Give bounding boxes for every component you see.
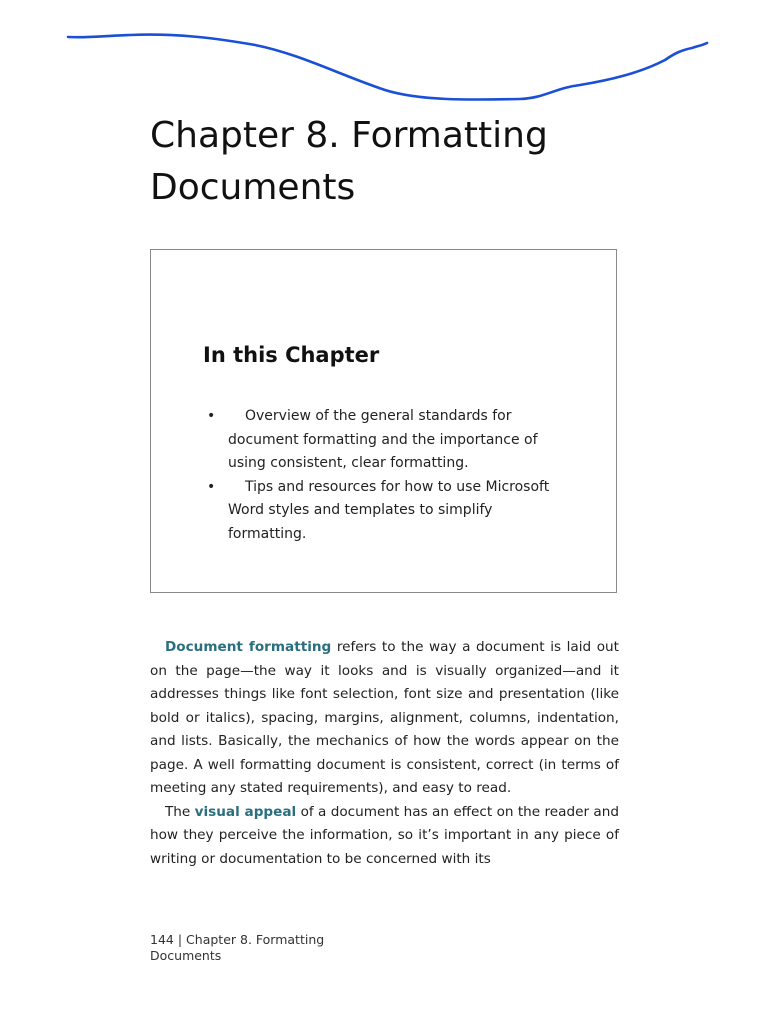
paragraph [150, 636, 619, 801]
summary-item-text: Overview of the general standards for document formatting and the importance of using consistent, clear formatting. [228, 408, 538, 471]
glossary-term-link[interactable]: Document formatting [165, 639, 332, 655]
handwritten-pen-stroke [0, 0, 768, 120]
summary-heading: In this Chapter [203, 343, 380, 367]
paragraph-text: refers to the way a document is laid out on the page—the way it looks and is visually organized—and it addresses things like font selection, font size and presentation (like bold or italics), spacing, margins, alignment, columns, indentation, and lists. Basically, the mechanics of how the words appear on the page. A well formatting document is consistent, correct (in terms of meeting any stated requirements), and easy to read. [150, 639, 619, 796]
summary-list [207, 405, 567, 546]
running-title-line1: Chapter 8. Formatting [186, 932, 325, 947]
chapter-summary-box [150, 249, 617, 593]
paragraph-text: of a document has an effect on the reader and how they perceive the information, so it’s important in any piece of writing or documentation to be concerned with its [150, 803, 619, 867]
running-title-line2: Documents [150, 948, 222, 963]
list-item [207, 476, 567, 547]
glossary-term-link[interactable]: visual appeal [194, 803, 297, 820]
page-footer [150, 932, 410, 964]
page-number: 144 [150, 932, 174, 947]
chapter-title-line2: Documents [150, 167, 356, 208]
footer-separator: | [177, 932, 183, 947]
paragraph [150, 801, 619, 872]
bullet-icon: • [207, 408, 216, 424]
chapter-title [150, 110, 630, 214]
list-item [207, 405, 567, 476]
body-text [150, 636, 619, 871]
paragraph-text: The [165, 803, 195, 820]
chapter-title-line1: Chapter 8. Formatting [150, 115, 548, 156]
bullet-icon: • [207, 478, 216, 495]
summary-item-text: Tips and resources for how to use Microsoft Word styles and templates to simplify formatting. [228, 478, 550, 542]
